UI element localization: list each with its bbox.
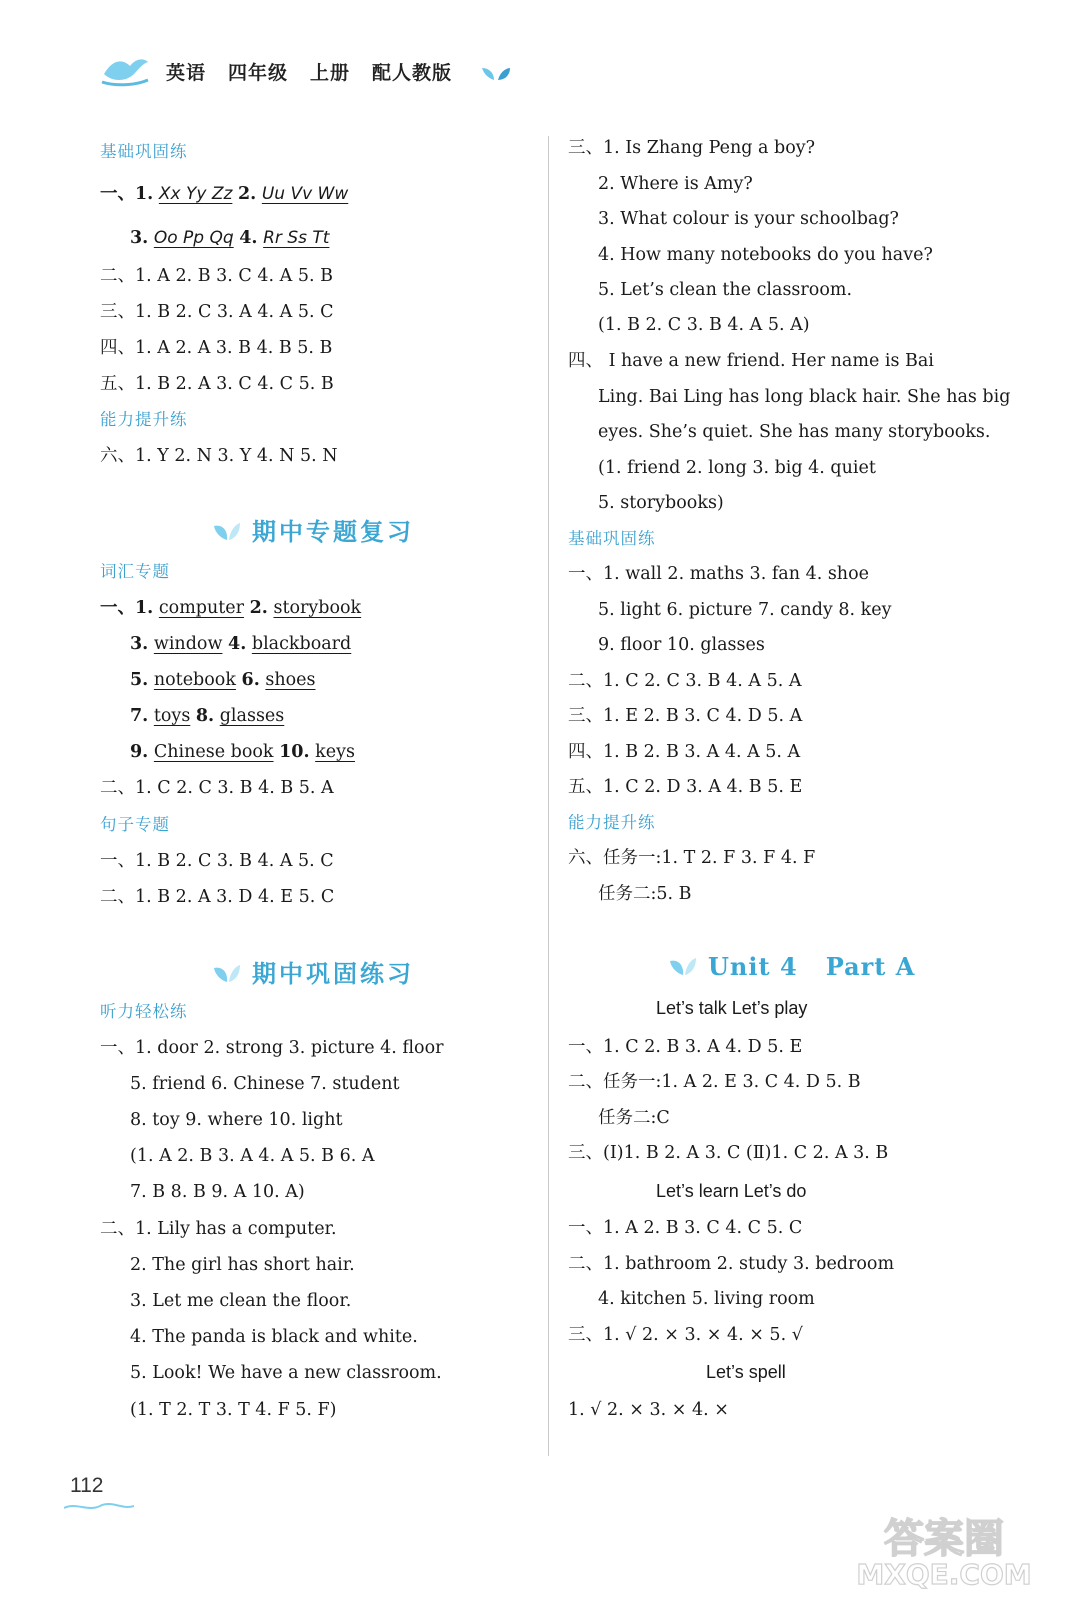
answer-line: Ling. Bai Ling has long black hair. She has big: [598, 387, 1011, 407]
title-midterm-review: 期中专题复习: [212, 512, 414, 547]
answer-line: 5. notebook 6. shoes: [130, 670, 316, 690]
answer-line: 六、1. Y 2. N 3. Y 4. N 5. N: [100, 446, 338, 466]
section-basic-practice: 基础巩固练: [100, 142, 188, 161]
watermark-url: MXQE.COM: [856, 1558, 1032, 1591]
answer-line: 9. floor 10. glasses: [598, 635, 765, 655]
answer-line: 3. Let me clean the floor.: [130, 1291, 352, 1311]
answer-line: 四、1. B 2. B 3. A 4. A 5. A: [568, 742, 801, 762]
answer-line: 二、任务一:1. A 2. E 3. C 4. D 5. B: [568, 1072, 861, 1092]
answer-line: 4. The panda is black and white.: [130, 1327, 418, 1347]
answer-line: 5. storybooks): [598, 493, 724, 513]
answer-line: 三、1. √ 2. × 3. × 4. × 5. √: [568, 1325, 803, 1345]
answer-line: 一、1. C 2. B 3. A 4. D 5. E: [568, 1037, 803, 1057]
answer-line: 3. Oo Pp Qq 4. Rr Ss Tt: [130, 228, 330, 248]
subtitle-talk-play: Let’s talk Let’s play: [656, 998, 808, 1018]
column-divider: [548, 136, 549, 1456]
header-grade: 四年级: [228, 62, 289, 84]
answer-line: 一、1. door 2. strong 3. picture 4. floor: [100, 1038, 444, 1058]
header-edition: 配人教版: [372, 62, 453, 84]
answer-line: 二、1. Lily has a computer.: [100, 1219, 337, 1239]
answer-line: 二、1. A 2. B 3. C 4. A 5. B: [100, 266, 333, 286]
answer-line: 二、1. B 2. A 3. D 4. E 5. C: [100, 887, 335, 907]
answer-line: 三、1. Is Zhang Peng a boy?: [568, 138, 815, 158]
answer-line: 四、1. A 2. A 3. B 4. B 5. B: [100, 338, 333, 358]
header-volume: 上册: [310, 62, 351, 84]
answer-line: (1. A 2. B 3. A 4. A 5. B 6. A: [130, 1146, 375, 1166]
leaf-title-icon: [212, 520, 242, 542]
answer-line: 3. window 4. blackboard: [130, 634, 352, 654]
answer-line: 四、 I have a new friend. Her name is Bai: [568, 351, 934, 371]
answer-line: 三、(Ⅰ)1. B 2. A 3. C (Ⅱ)1. C 2. A 3. B: [568, 1143, 889, 1163]
answer-line: 8. toy 9. where 10. light: [130, 1110, 343, 1130]
answer-line: 5. Let’s clean the classroom.: [598, 280, 853, 300]
subtitle-learn-do: Let’s learn Let’s do: [656, 1181, 807, 1201]
section-basic-practice: 基础巩固练: [568, 529, 656, 548]
leaf-title-icon: [668, 955, 698, 977]
answer-line: 2. Where is Amy?: [598, 174, 753, 194]
answer-line: 4. kitchen 5. living room: [598, 1289, 815, 1309]
answer-line: 7. toys 8. glasses: [130, 706, 285, 726]
page-number-wave: [64, 1500, 134, 1514]
leaf-title-icon: [212, 962, 242, 984]
answer-line: (1. friend 2. long 3. big 4. quiet: [598, 458, 876, 478]
title-unit4-parta: Unit 4 Part A: [668, 952, 915, 981]
answer-line: 9. Chinese book 10. keys: [130, 742, 355, 762]
answer-line: 1. √ 2. × 3. × 4. ×: [568, 1400, 729, 1420]
subtitle-spell: Let’s spell: [706, 1362, 786, 1382]
answer-line: 任务二:5. B: [598, 884, 692, 904]
answer-line: 三、1. B 2. C 3. A 4. A 5. C: [100, 302, 334, 322]
section-vocabulary: 词汇专题: [100, 562, 170, 581]
section-ability-practice: 能力提升练: [568, 813, 656, 832]
watermark-chinese: 答案圈: [884, 1516, 1004, 1562]
answer-line: 一、1. A 2. B 3. C 4. C 5. C: [568, 1218, 803, 1238]
answer-line: 一、1. Xx Yy Zz 2. Uu Vv Ww: [100, 184, 349, 204]
section-ability-practice: 能力提升练: [100, 410, 188, 429]
answer-line: 六、任务一:1. T 2. F 3. F 4. F: [568, 848, 816, 868]
answer-line: 三、1. E 2. B 3. C 4. D 5. A: [568, 706, 803, 726]
answer-line: 任务二:C: [598, 1108, 670, 1128]
answer-line: 二、1. bathroom 2. study 3. bedroom: [568, 1254, 895, 1274]
answer-line: eyes. She’s quiet. She has many storybooks.: [598, 422, 991, 442]
answer-line: 一、1. computer 2. storybook: [100, 598, 362, 618]
bird-logo-icon: [100, 52, 150, 88]
answer-line: 2. The girl has short hair.: [130, 1255, 355, 1275]
answer-line: 一、1. wall 2. maths 3. fan 4. shoe: [568, 564, 869, 584]
answer-line: 5. Look! We have a new classroom.: [130, 1363, 442, 1383]
page-number: 112: [70, 1474, 104, 1497]
answer-line: 五、1. B 2. A 3. C 4. C 5. B: [100, 374, 334, 394]
watermark-logo: [824, 1502, 1064, 1592]
answer-line: 5. friend 6. Chinese 7. student: [130, 1074, 400, 1094]
answer-line: 4. How many notebooks do you have?: [598, 245, 933, 265]
answer-line: 二、1. C 2. C 3. B 4. B 5. A: [100, 778, 334, 798]
answer-line: 五、1. C 2. D 3. A 4. B 5. E: [568, 777, 803, 797]
answer-line: 一、1. B 2. C 3. B 4. A 5. C: [100, 851, 334, 871]
header-subject: 英语: [166, 62, 207, 84]
answer-line: 7. B 8. B 9. A 10. A): [130, 1182, 305, 1202]
answer-line: (1. T 2. T 3. T 4. F 5. F): [130, 1400, 337, 1420]
leaves-icon: [480, 64, 512, 84]
answer-line: 5. light 6. picture 7. candy 8. key: [598, 600, 892, 620]
answer-line: 3. What colour is your schoolbag?: [598, 209, 899, 229]
section-sentences: 句子专题: [100, 815, 170, 834]
title-midterm-practice: 期中巩固练习: [212, 954, 414, 989]
section-listening: 听力轻松练: [100, 1002, 188, 1021]
answer-line: 二、1. C 2. C 3. B 4. A 5. A: [568, 671, 802, 691]
answer-line: (1. B 2. C 3. B 4. A 5. A): [598, 315, 810, 335]
